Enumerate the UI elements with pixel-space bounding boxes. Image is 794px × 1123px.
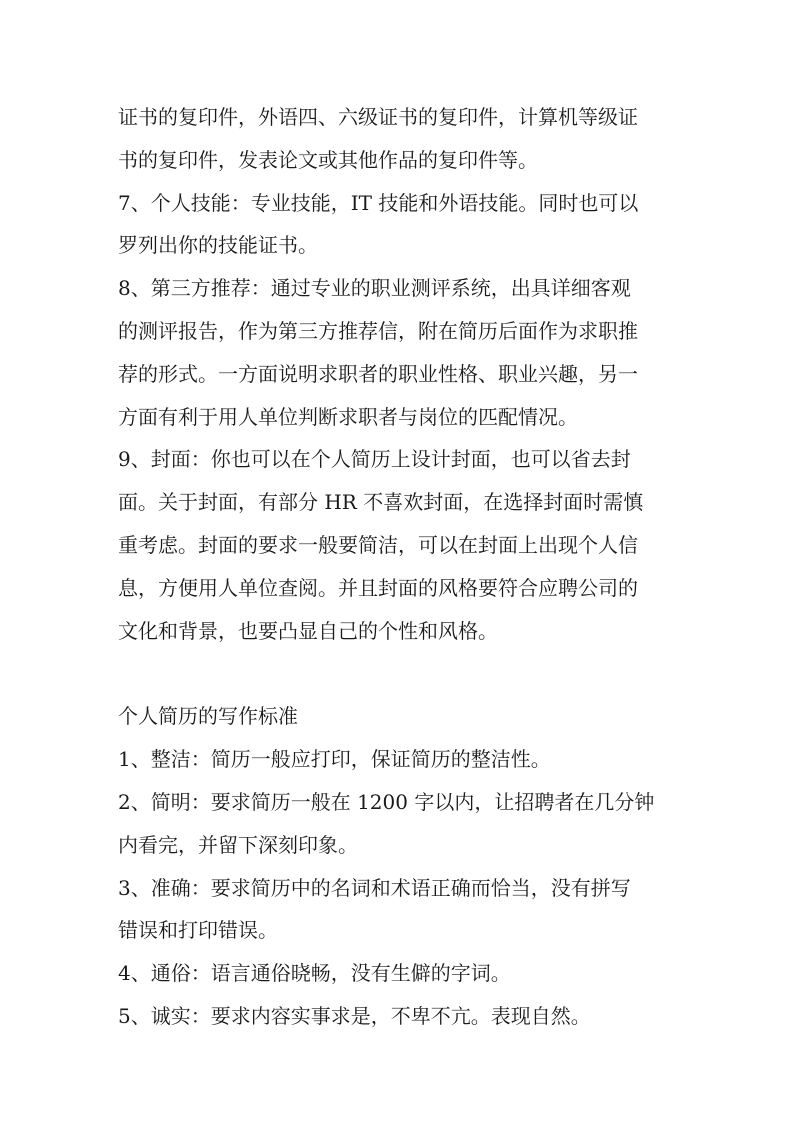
text-line: 书的复印件，发表论文或其他作品的复印件等。 xyxy=(118,147,538,172)
text-line: 荐的形式。一方面说明求职者的职业性格、职业兴趣，另一 xyxy=(118,361,638,386)
text-line: 2、简明：要求简历一般在 1200 字以内，让招聘者在几分钟 xyxy=(118,789,655,814)
text-line: 1、整洁：简历一般应打印，保证简历的整洁性。 xyxy=(118,747,551,772)
text-line: 8、第三方推荐：通过专业的职业测评系统，出具详细客观 xyxy=(118,276,631,301)
text-line: 4、通俗：语言通俗晓畅，没有生僻的字词。 xyxy=(118,961,511,986)
standard-honest xyxy=(118,995,683,1038)
text-line: 错误和打印错误。 xyxy=(118,918,278,943)
paragraph-cover xyxy=(118,438,683,652)
paragraph-certificates xyxy=(118,96,683,182)
text-line: 重考虑。封面的要求一般要简洁，可以在封面上出现个人信 xyxy=(118,532,638,557)
text-line: 面。关于封面，有部分 HR 不喜欢封面，在选择封面时需慎 xyxy=(118,490,644,515)
section-title: 个人简历的写作标准 xyxy=(118,704,298,729)
standard-plain xyxy=(118,952,683,995)
text-line: 内看完，并留下深刻印象。 xyxy=(118,832,358,857)
document-body xyxy=(118,96,683,1038)
text-line: 5、诚实：要求内容实事求是，不卑不亢。表现自然。 xyxy=(118,1003,591,1028)
text-line: 3、准确：要求简历中的名词和术语正确而恰当，没有拼写 xyxy=(118,875,631,900)
standard-tidy xyxy=(118,738,683,781)
standard-accurate xyxy=(118,867,683,953)
text-line: 文化和背景，也要凸显自己的个性和风格。 xyxy=(118,618,498,643)
text-line: 证书的复印件，外语四、六级证书的复印件，计算机等级证 xyxy=(118,105,638,129)
standard-concise xyxy=(118,781,683,867)
text-line: 罗列出你的技能证书。 xyxy=(118,233,318,258)
text-line: 的测评报告，作为第三方推荐信，附在简历后面作为求职推 xyxy=(118,318,638,343)
paragraph-third-party-recommendation xyxy=(118,267,683,438)
text-line: 7、个人技能：专业技能，IT 技能和外语技能。同时也可以 xyxy=(118,190,639,215)
text-line: 息，方便用人单位查阅。并且封面的风格要符合应聘公司的 xyxy=(118,575,638,600)
paragraph-personal-skills xyxy=(118,182,683,268)
text-line: 方面有利于用人单位判断求职者与岗位的匹配情况。 xyxy=(118,404,578,429)
text-line: 9、封面：你也可以在个人简历上设计封面，也可以省去封 xyxy=(118,447,631,472)
